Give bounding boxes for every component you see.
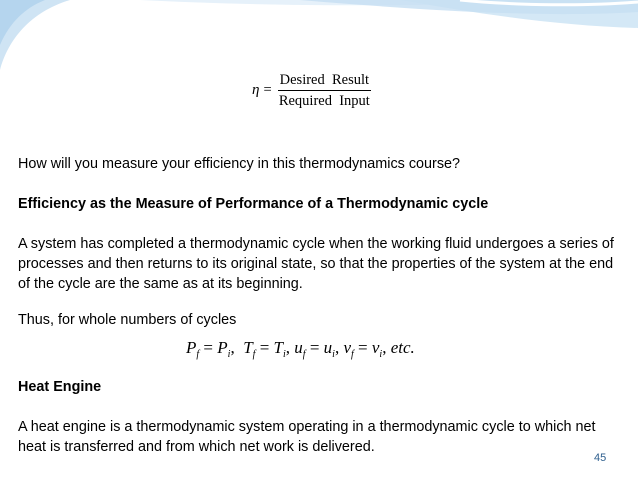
formula-term: P xyxy=(217,338,228,357)
formula-separator: , xyxy=(334,338,344,357)
formula-subscript: f xyxy=(302,349,306,360)
efficiency-fraction xyxy=(278,72,371,109)
formula-subscript: i xyxy=(379,349,383,360)
formula-term: T xyxy=(243,338,253,357)
formula-separator: , xyxy=(382,338,391,357)
formula-operator: = xyxy=(255,338,274,357)
formula-operator: = xyxy=(353,338,372,357)
formula-subscript: f xyxy=(196,349,200,360)
formula-operator: = xyxy=(305,338,324,357)
question-text: How will you measure your efficiency in this thermodynamics course? xyxy=(18,156,461,172)
formula-term: T xyxy=(273,338,283,357)
equals-sign: = xyxy=(263,82,272,98)
formula-subscript: i xyxy=(332,349,335,360)
formula-operator: = xyxy=(199,338,218,357)
formula-subscript: f xyxy=(252,349,256,360)
cycle-formula xyxy=(186,338,415,360)
formula-etc: etc. xyxy=(390,338,415,357)
eta-symbol: η xyxy=(252,82,260,98)
formula-term: v xyxy=(343,338,351,357)
fraction-numerator: Desired Result xyxy=(278,72,371,91)
efficiency-formula xyxy=(252,72,371,109)
formula-term: P xyxy=(186,338,197,357)
formula-subscript: i xyxy=(283,349,286,360)
page-number: 45 xyxy=(594,452,607,464)
heat-engine-definition: A heat engine is a thermodynamic system operating in a thermodynamic cycle to which net heat is transferred and from which net work is delivered. xyxy=(18,419,596,455)
formula-term: v xyxy=(371,338,380,357)
formula-subscript: f xyxy=(350,349,354,360)
formula-term: u xyxy=(294,338,303,357)
fraction-denominator: Required Input xyxy=(278,93,370,109)
formula-subscript: i xyxy=(227,349,231,360)
section-heading: Efficiency as the Measure of Performance of a Thermodynamic cycle xyxy=(18,196,489,212)
heat-engine-heading: Heat Engine xyxy=(18,379,102,395)
formula-separator: , xyxy=(285,338,295,357)
formula-separator: , xyxy=(230,338,244,357)
cycle-definition: A system has completed a thermodynamic cycle when the working fluid undergoes a series of processes and then returns to its original state, so that the properties of the system at the end of the cycle are the same as at its beginning. xyxy=(18,236,614,292)
formula-term: u xyxy=(323,338,333,357)
whole-cycles-intro: Thus, for whole numbers of cycles xyxy=(18,312,237,328)
